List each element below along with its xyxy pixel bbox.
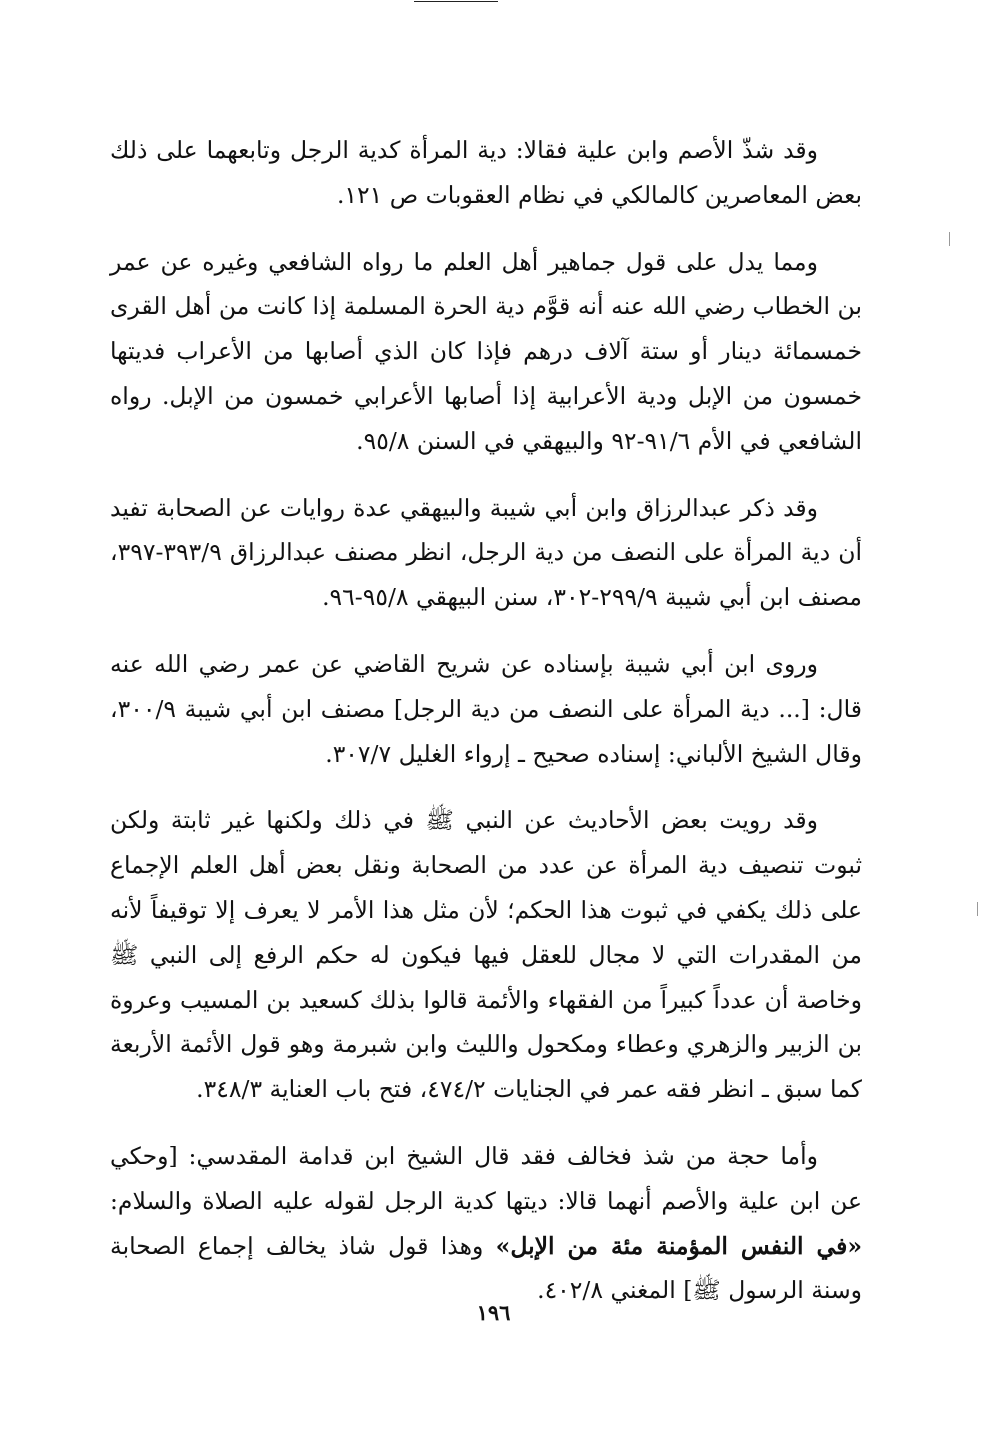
paragraph-6-lead: وأما حجة من شذ فخالف فقد قال الشيخ ابن قدامة المقدسي: [وحكي عن ابن علية والأصم أنهما قالا: ديتها كدية الرجل لقوله عليه الصلاة والسلام: bbox=[110, 1141, 862, 1215]
paragraph-1: وقد شذّ الأصم وابن علية فقالا: دية المرأة كدية الرجل وتابعهما على ذلك بعض المعاصرين كالمالكي في نظام العقوبات ص ١٢١. bbox=[110, 136, 862, 209]
paragraph-6 bbox=[110, 1134, 862, 1313]
paragraph-6-tail: وهذا قول شاذ يخالف إجماع الصحابة وسنة الرسول ﷺ] المغني ٤٠٢/٨. bbox=[110, 1231, 862, 1305]
margin-mark bbox=[949, 232, 950, 246]
paragraph-2: ومما يدل على قول جماهير أهل العلم ما رواه الشافعي وغيره عن عمر بن الخطاب رضي الله عنه أنه قوَّم دية الحرة المسلمة إذا كانت من أهل القرى خمسمائة دينار أو ستة آلاف درهم فإذا كان الذي أصابها من الأعراب فديتها خمسون من الإبل ودية الأعرابية إذا أصابها الأعرابي خمسون من الإبل. رواه الشافعي في الأم ٩١/٦-٩٢ والبيهقي في السنن ٩٥/٨. bbox=[110, 247, 862, 455]
margin-mark bbox=[977, 902, 978, 916]
paragraph-5: وقد رويت بعض الأحاديث عن النبي ﷺ في ذلك ولكنها غير ثابتة ولكن ثبوت تنصيف دية المرأة عن عدد من الصحابة ونقل بعض أهل العلم الإجماع على ذلك يكفي في ثبوت هذا الحكم؛ لأن مثل هذا الأمر لا يعرف إلا توقيفاً لأنه من المقدرات التي لا مجال للعقل فيها فيكون له حكم الرفع إلى النبي ﷺ وخاصة أن عدداً كبيراً من الفقهاء والأئمة قالوا بذلك كسعيد بن المسيب وعروة بن الزبير والزهري وعطاء ومكحول والليث وابن شبرمة وهو قول الأئمة الأربعة كما سبق ـ انظر فقه عمر في الجنايات ٤٧٤/٢، فتح باب العناية ٣٤٨/٣. bbox=[110, 806, 862, 1104]
hadith-quote: «في النفس المؤمنة مئة من الإبل» bbox=[495, 1231, 863, 1260]
page-number: ١٩٦ bbox=[476, 1300, 511, 1325]
body-text bbox=[110, 128, 862, 1335]
paragraph-4: وروى ابن أبي شيبة بإسناده عن شريح القاضي عن عمر رضي الله عنه قال: [... دية المرأة على النصف من دية الرجل] مصنف ابن أبي شيبة ٣٠٠/٩، وقال الشيخ الألباني: إسناده صحيح ـ إرواء الغليل ٣٠٧/٧. bbox=[110, 649, 862, 768]
paragraph-3: وقد ذكر عبدالرزاق وابن أبي شيبة والبيهقي عدة روايات عن الصحابة تفيد أن دية المرأة على النصف من دية الرجل، انظر مصنف عبدالرزاق ٣٩٣/٩-٣٩٧، مصنف ابن أبي شيبة ٢٩٩/٩-٣٠٢، سنن البيهقي ٩٥/٨-٩٦. bbox=[110, 493, 862, 612]
top-rule bbox=[414, 1, 498, 2]
